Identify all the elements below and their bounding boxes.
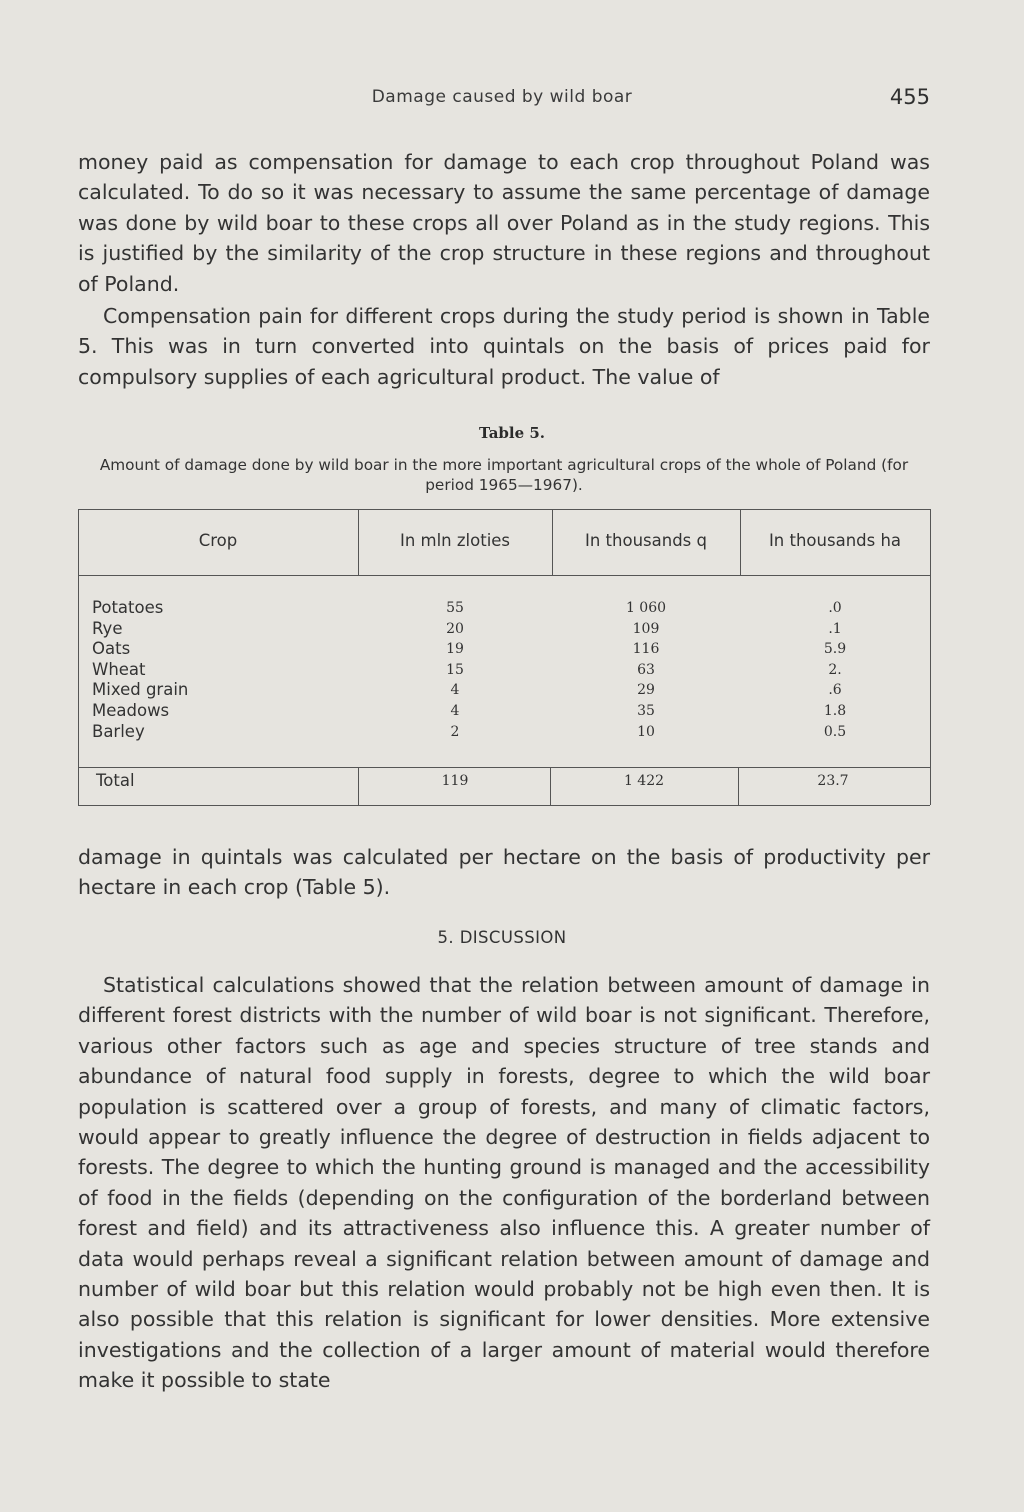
column-header-crop: Crop: [198, 531, 238, 550]
value-zloties: 2: [450, 723, 460, 740]
value-hectares: 0.5: [823, 723, 847, 740]
paragraph-compensation-calculation: money paid as compensation for damage to each crop throughout Poland was calculated. To do so it was necessary to assume the same percentage of damage was done by wild boar to these crops all over Poland as in the study regions. This is justified by the similarity of the crop structure in these regions and throughout of Poland.: [78, 150, 930, 296]
total-zloties: 119: [441, 773, 469, 789]
table-bottom-rule: [78, 805, 930, 806]
paragraph-discussion: Statistical calculations showed that the relation between amount of damage in different forest districts with the number of wild boar is not significant. Therefore, various other factors such as age and species structure of tree stands and abundance of natural food supply in forests, degree to which the wild boar population is scattered over a group of forests, and many of climatic factors, would appear to greatly influence the degree of destruction in fields adjacent to forests. The degree to which the hunting ground is managed and the accessibility of food in the fields (depending on the configuration of the borderland between forest and field) and its attractiveness also influence this. A greater number of data would perhaps reveal a significant relation between amount of damage and number of wild boar but this relation would probably not be high even then. It is also possible that this relation is significant for lower densities. More extensive investigations and the collection of a larger amount of material would therefore make it possible to state: [78, 973, 930, 1393]
column-header-hectares: In thousands ha: [768, 531, 902, 550]
section-heading: 5. DISCUSSION: [437, 928, 567, 947]
value-hectares: 2.: [828, 661, 842, 678]
table-body: [78, 598, 930, 742]
value-hectares: .0: [828, 600, 842, 616]
table-row: [78, 639, 930, 660]
value-zloties: 55: [446, 600, 464, 616]
value-hectares: 1.8: [823, 702, 847, 719]
value-zloties: 4: [450, 682, 460, 699]
table-row: [78, 722, 930, 743]
value-quintals: 1 060: [625, 600, 667, 616]
table-title: Table 5.: [478, 424, 546, 442]
damage-table: [78, 509, 930, 807]
value-quintals: 29: [637, 682, 655, 699]
value-quintals: 10: [637, 723, 655, 740]
table-total-rule: [78, 767, 930, 768]
crop-name: Mixed grain: [92, 680, 189, 700]
value-zloties: 4: [450, 702, 460, 719]
running-title: Damage caused by wild boar: [371, 87, 633, 107]
table-header-rule: [78, 575, 930, 576]
value-zloties: 15: [446, 661, 464, 678]
value-quintals: 35: [637, 702, 655, 719]
crop-name: Wheat: [92, 659, 146, 679]
column-header-quintals: In thousands q: [584, 531, 707, 550]
paragraph-quintals-per-hectare: damage in quintals was calculated per hectare on the basis of productivity per hectare in each crop (Table 5).: [78, 845, 930, 900]
total-label: Total: [96, 771, 135, 790]
table-row: [78, 680, 930, 701]
table-row: [78, 619, 930, 640]
value-hectares: .1: [828, 620, 842, 637]
total-hectares: 23.7: [817, 773, 849, 789]
crop-name: Meadows: [92, 700, 170, 720]
running-head: [0, 87, 1024, 111]
crop-name: Barley: [92, 721, 145, 741]
crop-name: Potatoes: [92, 598, 164, 617]
table-right-rule: [930, 509, 931, 805]
value-quintals: 109: [632, 620, 660, 637]
value-zloties: 20: [446, 620, 464, 637]
value-hectares: 5.9: [823, 641, 847, 658]
column-header-zloties: In mln zloties: [399, 531, 511, 550]
value-quintals: 116: [632, 641, 660, 658]
value-quintals: 63: [637, 661, 655, 678]
table-total-row: [78, 771, 930, 795]
page-number: 455: [889, 85, 930, 109]
paragraph-compensation-table: Compensation pain for different crops during the study period is shown in Table 5. This was in turn converted into quintals on the basis of prices paid for compulsory supplies of each agricultural product. The value of: [78, 304, 930, 389]
value-zloties: 19: [446, 641, 464, 658]
total-quintals: 1 422: [623, 773, 665, 789]
crop-name: Oats: [92, 639, 131, 659]
crop-name: Rye: [92, 618, 123, 638]
table-caption: Amount of damage done by wild boar in the more important agricultural crops of the whole of Poland (for period 1965—1967).: [99, 456, 909, 494]
table-row: [78, 660, 930, 681]
table-top-rule: [78, 509, 930, 510]
value-hectares: .6: [828, 682, 842, 699]
table-row: [78, 598, 930, 619]
table-row: [78, 701, 930, 722]
